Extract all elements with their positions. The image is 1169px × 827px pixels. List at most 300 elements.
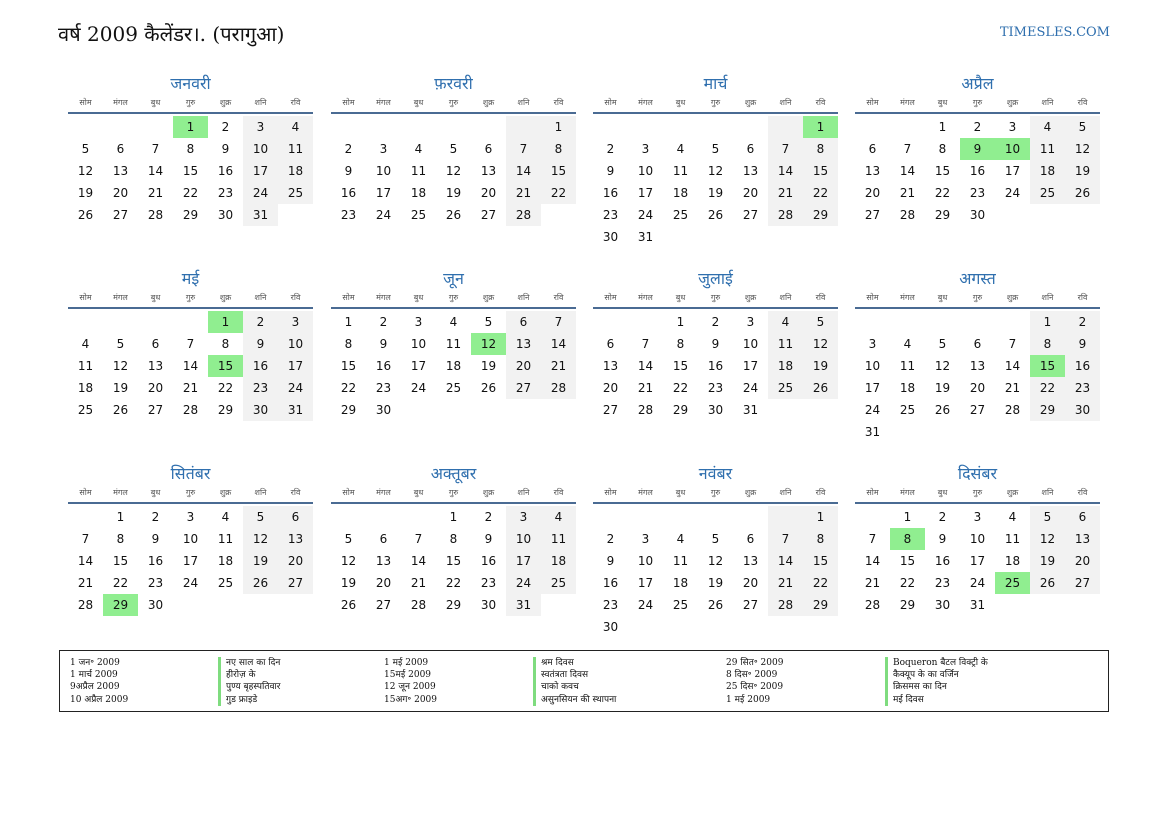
holiday-day-cell: 12 (471, 333, 506, 355)
month-3 (593, 72, 838, 248)
day-cell: 7 (768, 138, 803, 160)
weekday-label: बुध (150, 98, 161, 107)
day-cell: 10 (410, 337, 427, 351)
legend-row: नए साल का दिन (226, 658, 281, 668)
day-cell: 16 (969, 164, 986, 178)
days-grid (855, 506, 1100, 616)
day-cell: 8 (1030, 333, 1065, 355)
legend-row: स्वतंत्रता दिवस (541, 670, 589, 681)
day-cell: 15 (541, 160, 576, 182)
day-cell: 17 (506, 550, 541, 572)
day-cell: 27 (278, 572, 313, 594)
day-cell: 13 (602, 359, 619, 373)
day-cell: 13 (969, 359, 986, 373)
weekday-label: बुध (937, 98, 948, 107)
day-cell: 5 (484, 315, 493, 329)
day-cell: 4 (676, 142, 685, 156)
day-cell: 16 (480, 554, 497, 568)
day-cell: 8 (116, 532, 125, 546)
day-cell: 26 (803, 377, 838, 399)
day-cell: 24 (410, 381, 427, 395)
weekday-label: शनि (254, 488, 267, 497)
day-cell: 24 (506, 572, 541, 594)
holiday-day-cell: 15 (1030, 355, 1065, 377)
day-cell: 15 (340, 359, 357, 373)
day-cell: 15 (934, 164, 951, 178)
legend-row: असुनसियन की स्थापना (541, 694, 617, 705)
weekday-label: शुक्र (1006, 293, 1019, 302)
day-cell: 26 (1030, 572, 1065, 594)
day-cell: 9 (938, 532, 947, 546)
month-7 (593, 267, 838, 421)
empty-cell (331, 506, 366, 528)
empty-cell (628, 506, 663, 528)
weekday-header (331, 291, 576, 309)
day-cell: 16 (375, 359, 392, 373)
weekday-label: सोम (79, 293, 92, 302)
month-4 (855, 72, 1100, 226)
day-cell: 28 (768, 594, 803, 616)
day-cell: 9 (606, 554, 615, 568)
day-cell: 8 (676, 337, 685, 351)
day-cell: 14 (541, 333, 576, 355)
day-cell: 24 (742, 381, 759, 395)
weekday-label: मंगल (113, 488, 128, 497)
day-cell: 8 (938, 142, 947, 156)
holiday-day-cell: 1 (173, 116, 208, 138)
days-grid (593, 311, 838, 421)
day-cell: 1 (344, 315, 353, 329)
weekday-label: मंगल (376, 488, 391, 497)
day-cell: 19 (77, 186, 94, 200)
day-cell: 13 (480, 164, 497, 178)
day-cell: 26 (112, 403, 129, 417)
day-cell: 19 (112, 381, 129, 395)
day-cell: 15 (899, 554, 916, 568)
weekday-label: मंगल (113, 98, 128, 107)
weekday-label: सोम (342, 293, 355, 302)
day-cell: 18 (445, 359, 462, 373)
weekday-label: शुक्र (1006, 98, 1019, 107)
month-10 (331, 462, 576, 616)
day-cell: 16 (602, 576, 619, 590)
day-cell: 24 (864, 403, 881, 417)
month-name: अगस्त (959, 269, 996, 288)
day-cell: 3 (641, 532, 650, 546)
day-cell: 20 (506, 355, 541, 377)
day-cell: 21 (768, 572, 803, 594)
day-cell: 15 (112, 554, 129, 568)
day-cell: 18 (672, 186, 689, 200)
legend-names-3 (885, 657, 988, 706)
legend-row: कैक्यूप के का वर्जिन (893, 670, 959, 681)
legend-row: मई दिवस (893, 694, 924, 705)
empty-cell (663, 116, 698, 138)
day-cell: 21 (506, 182, 541, 204)
weekday-label: मंगल (638, 293, 653, 302)
day-cell: 17 (375, 186, 392, 200)
empty-cell (401, 506, 436, 528)
weekday-label: शनि (517, 293, 530, 302)
legend-row: हीरोज़ के (226, 670, 256, 681)
day-cell: 21 (864, 576, 881, 590)
day-cell: 23 (707, 381, 724, 395)
weekday-label: सोम (79, 98, 92, 107)
day-cell: 19 (480, 359, 497, 373)
empty-cell (768, 116, 803, 138)
day-cell: 26 (445, 208, 462, 222)
day-cell: 26 (340, 598, 357, 612)
day-cell: 30 (934, 598, 951, 612)
day-cell: 6 (379, 532, 388, 546)
day-cell: 18 (217, 554, 234, 568)
day-cell: 29 (934, 208, 951, 222)
day-cell: 3 (868, 337, 877, 351)
empty-cell (698, 506, 733, 528)
day-cell: 3 (506, 506, 541, 528)
empty-cell (401, 116, 436, 138)
day-cell: 9 (711, 337, 720, 351)
weekday-label: बुध (675, 293, 686, 302)
empty-cell (506, 116, 541, 138)
legend-row: 12 जून 2009 (384, 682, 436, 693)
empty-cell (733, 506, 768, 528)
day-cell: 2 (606, 142, 615, 156)
weekday-label: बुध (413, 488, 424, 497)
day-cell: 7 (81, 532, 90, 546)
day-cell: 11 (899, 359, 916, 373)
day-cell: 10 (637, 554, 654, 568)
day-cell: 27 (1065, 572, 1100, 594)
weekday-header (593, 486, 838, 504)
legend-row: गुड फ्राइडे (226, 694, 258, 705)
day-cell: 8 (344, 337, 353, 351)
empty-cell (855, 311, 890, 333)
weekday-header (331, 486, 576, 504)
day-cell: 3 (414, 315, 423, 329)
empty-cell (733, 116, 768, 138)
day-cell: 2 (973, 120, 982, 134)
legend-dates-1 (70, 657, 128, 706)
day-cell: 4 (903, 337, 912, 351)
day-cell: 19 (934, 381, 951, 395)
day-cell: 3 (1008, 120, 1017, 134)
day-cell: 30 (480, 598, 497, 612)
day-cell: 24 (375, 208, 392, 222)
day-cell: 28 (864, 598, 881, 612)
weekday-header (855, 486, 1100, 504)
legend-dates-3 (726, 657, 783, 706)
weekday-label: बुध (675, 98, 686, 107)
day-cell: 19 (707, 186, 724, 200)
day-cell: 16 (934, 554, 951, 568)
day-cell: 27 (864, 208, 881, 222)
weekday-header (68, 291, 313, 309)
day-cell: 28 (637, 403, 654, 417)
day-cell: 2 (938, 510, 947, 524)
day-cell: 19 (707, 576, 724, 590)
weekday-label: शनि (254, 98, 267, 107)
day-cell: 23 (1065, 377, 1100, 399)
day-cell: 14 (182, 359, 199, 373)
weekday-label: रवि (553, 98, 564, 107)
weekday-label: शनि (254, 293, 267, 302)
month-6 (331, 267, 576, 421)
weekday-label: शुक्र (744, 293, 757, 302)
day-cell: 4 (676, 532, 685, 546)
empty-cell (593, 116, 628, 138)
day-cell: 12 (340, 554, 357, 568)
site-link[interactable]: TIMESLES.COM (999, 25, 1110, 40)
empty-cell (436, 116, 471, 138)
weekday-label: रवि (1077, 98, 1088, 107)
weekday-label: गुरु (448, 293, 459, 302)
day-cell: 7 (768, 528, 803, 550)
day-cell: 23 (480, 576, 497, 590)
day-cell: 26 (1065, 182, 1100, 204)
day-cell: 17 (243, 160, 278, 182)
day-cell: 26 (707, 208, 724, 222)
legend-dates-2 (384, 657, 437, 706)
day-cell: 14 (768, 550, 803, 572)
day-cell: 4 (1008, 510, 1017, 524)
weekday-label: सोम (604, 98, 617, 107)
day-cell: 4 (278, 116, 313, 138)
empty-cell (890, 116, 925, 138)
month-11 (593, 462, 838, 638)
weekday-label: रवि (553, 488, 564, 497)
day-cell: 2 (243, 311, 278, 333)
empty-cell (995, 311, 1030, 333)
day-cell: 29 (899, 598, 916, 612)
holiday-day-cell: 1 (208, 311, 243, 333)
day-cell: 3 (379, 142, 388, 156)
day-cell: 7 (868, 532, 877, 546)
day-cell: 13 (1065, 528, 1100, 550)
weekday-label: शनि (517, 488, 530, 497)
weekday-label: शुक्र (482, 98, 495, 107)
holiday-day-cell: 8 (890, 528, 925, 550)
weekday-label: शुक्र (744, 98, 757, 107)
day-cell: 9 (243, 333, 278, 355)
day-cell: 25 (672, 208, 689, 222)
day-cell: 25 (77, 403, 94, 417)
month-name: फ़रवरी (434, 74, 473, 93)
day-cell: 2 (344, 142, 353, 156)
days-grid (68, 116, 313, 226)
day-cell: 29 (182, 208, 199, 222)
day-cell: 29 (217, 403, 234, 417)
weekday-label: रवि (815, 98, 826, 107)
day-cell: 12 (1030, 528, 1065, 550)
day-cell: 5 (711, 142, 720, 156)
weekday-label: शनि (779, 293, 792, 302)
empty-cell (138, 311, 173, 333)
day-cell: 16 (147, 554, 164, 568)
day-cell: 27 (375, 598, 392, 612)
day-cell: 22 (672, 381, 689, 395)
day-cell: 28 (506, 204, 541, 226)
day-cell: 2 (1065, 311, 1100, 333)
day-cell: 7 (641, 337, 650, 351)
weekday-label: रवि (815, 488, 826, 497)
month-name: नवंबर (698, 464, 733, 483)
day-cell: 6 (1065, 506, 1100, 528)
day-cell: 4 (81, 337, 90, 351)
day-cell: 6 (746, 142, 755, 156)
weekday-label: रवि (815, 293, 826, 302)
day-cell: 1 (803, 506, 838, 528)
weekday-label: शुक्र (219, 98, 232, 107)
day-cell: 27 (506, 377, 541, 399)
day-cell: 6 (746, 532, 755, 546)
weekday-header (593, 96, 838, 114)
day-cell: 6 (868, 142, 877, 156)
day-cell: 14 (147, 164, 164, 178)
day-cell: 1 (449, 510, 458, 524)
day-cell: 12 (707, 164, 724, 178)
day-cell: 4 (1030, 116, 1065, 138)
day-cell: 11 (445, 337, 462, 351)
day-cell: 18 (672, 576, 689, 590)
empty-cell (331, 116, 366, 138)
weekday-label: शनि (779, 98, 792, 107)
day-cell: 3 (278, 311, 313, 333)
day-cell: 5 (449, 142, 458, 156)
weekday-label: मंगल (900, 98, 915, 107)
day-cell: 30 (1065, 399, 1100, 421)
day-cell: 13 (864, 164, 881, 178)
day-cell: 13 (506, 333, 541, 355)
day-cell: 30 (217, 208, 234, 222)
weekday-label: गुरु (448, 488, 459, 497)
day-cell: 6 (484, 142, 493, 156)
empty-cell (103, 116, 138, 138)
day-cell: 27 (602, 403, 619, 417)
day-cell: 9 (151, 532, 160, 546)
day-cell: 16 (243, 355, 278, 377)
day-cell: 2 (221, 120, 230, 134)
day-cell: 1 (938, 120, 947, 134)
day-cell: 29 (803, 594, 838, 616)
weekday-label: सोम (604, 488, 617, 497)
day-cell: 14 (77, 554, 94, 568)
weekday-label: मंगल (376, 293, 391, 302)
holiday-day-cell: 25 (995, 572, 1030, 594)
day-cell: 20 (742, 576, 759, 590)
day-cell: 29 (672, 403, 689, 417)
weekday-label: मंगल (900, 488, 915, 497)
legend-row: Boqueron बैटल विक्ट्री के (893, 658, 988, 668)
day-cell: 5 (711, 532, 720, 546)
days-grid (855, 311, 1100, 443)
day-cell: 11 (672, 554, 689, 568)
weekday-label: शनि (1041, 98, 1054, 107)
day-cell: 15 (803, 160, 838, 182)
empty-cell (366, 116, 401, 138)
day-cell: 10 (375, 164, 392, 178)
empty-cell (173, 311, 208, 333)
day-cell: 20 (480, 186, 497, 200)
day-cell: 26 (77, 208, 94, 222)
day-cell: 4 (449, 315, 458, 329)
day-cell: 10 (864, 359, 881, 373)
day-cell: 25 (217, 576, 234, 590)
day-cell: 17 (410, 359, 427, 373)
day-cell: 12 (803, 333, 838, 355)
weekday-label: बुध (150, 293, 161, 302)
day-cell: 12 (445, 164, 462, 178)
day-cell: 4 (541, 506, 576, 528)
day-cell: 28 (541, 377, 576, 399)
day-cell: 3 (641, 142, 650, 156)
weekday-label: शुक्र (219, 293, 232, 302)
day-cell: 16 (1065, 355, 1100, 377)
day-cell: 10 (243, 138, 278, 160)
weekday-label: सोम (342, 98, 355, 107)
month-name: मई (181, 269, 200, 288)
day-cell: 18 (410, 186, 427, 200)
month-1 (68, 72, 313, 226)
legend-row: 1 मई 2009 (726, 694, 771, 705)
month-name: अप्रैल (961, 74, 994, 93)
day-cell: 30 (602, 620, 619, 634)
day-cell: 22 (445, 576, 462, 590)
empty-cell (663, 506, 698, 528)
day-cell: 6 (973, 337, 982, 351)
day-cell: 18 (541, 550, 576, 572)
day-cell: 5 (243, 506, 278, 528)
weekday-label: सोम (79, 488, 92, 497)
month-name: जुलाई (698, 269, 733, 288)
empty-cell (366, 506, 401, 528)
empty-cell (138, 116, 173, 138)
weekday-label: गुरु (185, 293, 196, 302)
day-cell: 31 (864, 425, 881, 439)
day-cell: 15 (182, 164, 199, 178)
day-cell: 11 (672, 164, 689, 178)
day-cell: 9 (606, 164, 615, 178)
day-cell: 8 (186, 142, 195, 156)
day-cell: 30 (969, 208, 986, 222)
day-cell: 25 (541, 572, 576, 594)
day-cell: 17 (637, 186, 654, 200)
day-cell: 19 (1030, 550, 1065, 572)
day-cell: 18 (1030, 160, 1065, 182)
day-cell: 29 (1030, 399, 1065, 421)
day-cell: 31 (506, 594, 541, 616)
day-cell: 6 (506, 311, 541, 333)
day-cell: 25 (1030, 182, 1065, 204)
day-cell: 7 (1008, 337, 1017, 351)
weekday-label: गुरु (972, 98, 983, 107)
day-cell: 20 (278, 550, 313, 572)
page-title: वर्ष 2009 कैलेंडर।. (परागुआ) (58, 22, 285, 46)
day-cell: 2 (151, 510, 160, 524)
day-cell: 22 (541, 182, 576, 204)
day-cell: 31 (742, 403, 759, 417)
weekday-label: सोम (866, 488, 879, 497)
days-grid (593, 506, 838, 638)
day-cell: 25 (899, 403, 916, 417)
day-cell: 11 (1004, 532, 1021, 546)
day-cell: 30 (375, 403, 392, 417)
day-cell: 7 (414, 532, 423, 546)
holiday-day-cell: 9 (960, 138, 995, 160)
day-cell: 25 (672, 598, 689, 612)
day-cell: 10 (742, 337, 759, 351)
day-cell: 14 (899, 164, 916, 178)
